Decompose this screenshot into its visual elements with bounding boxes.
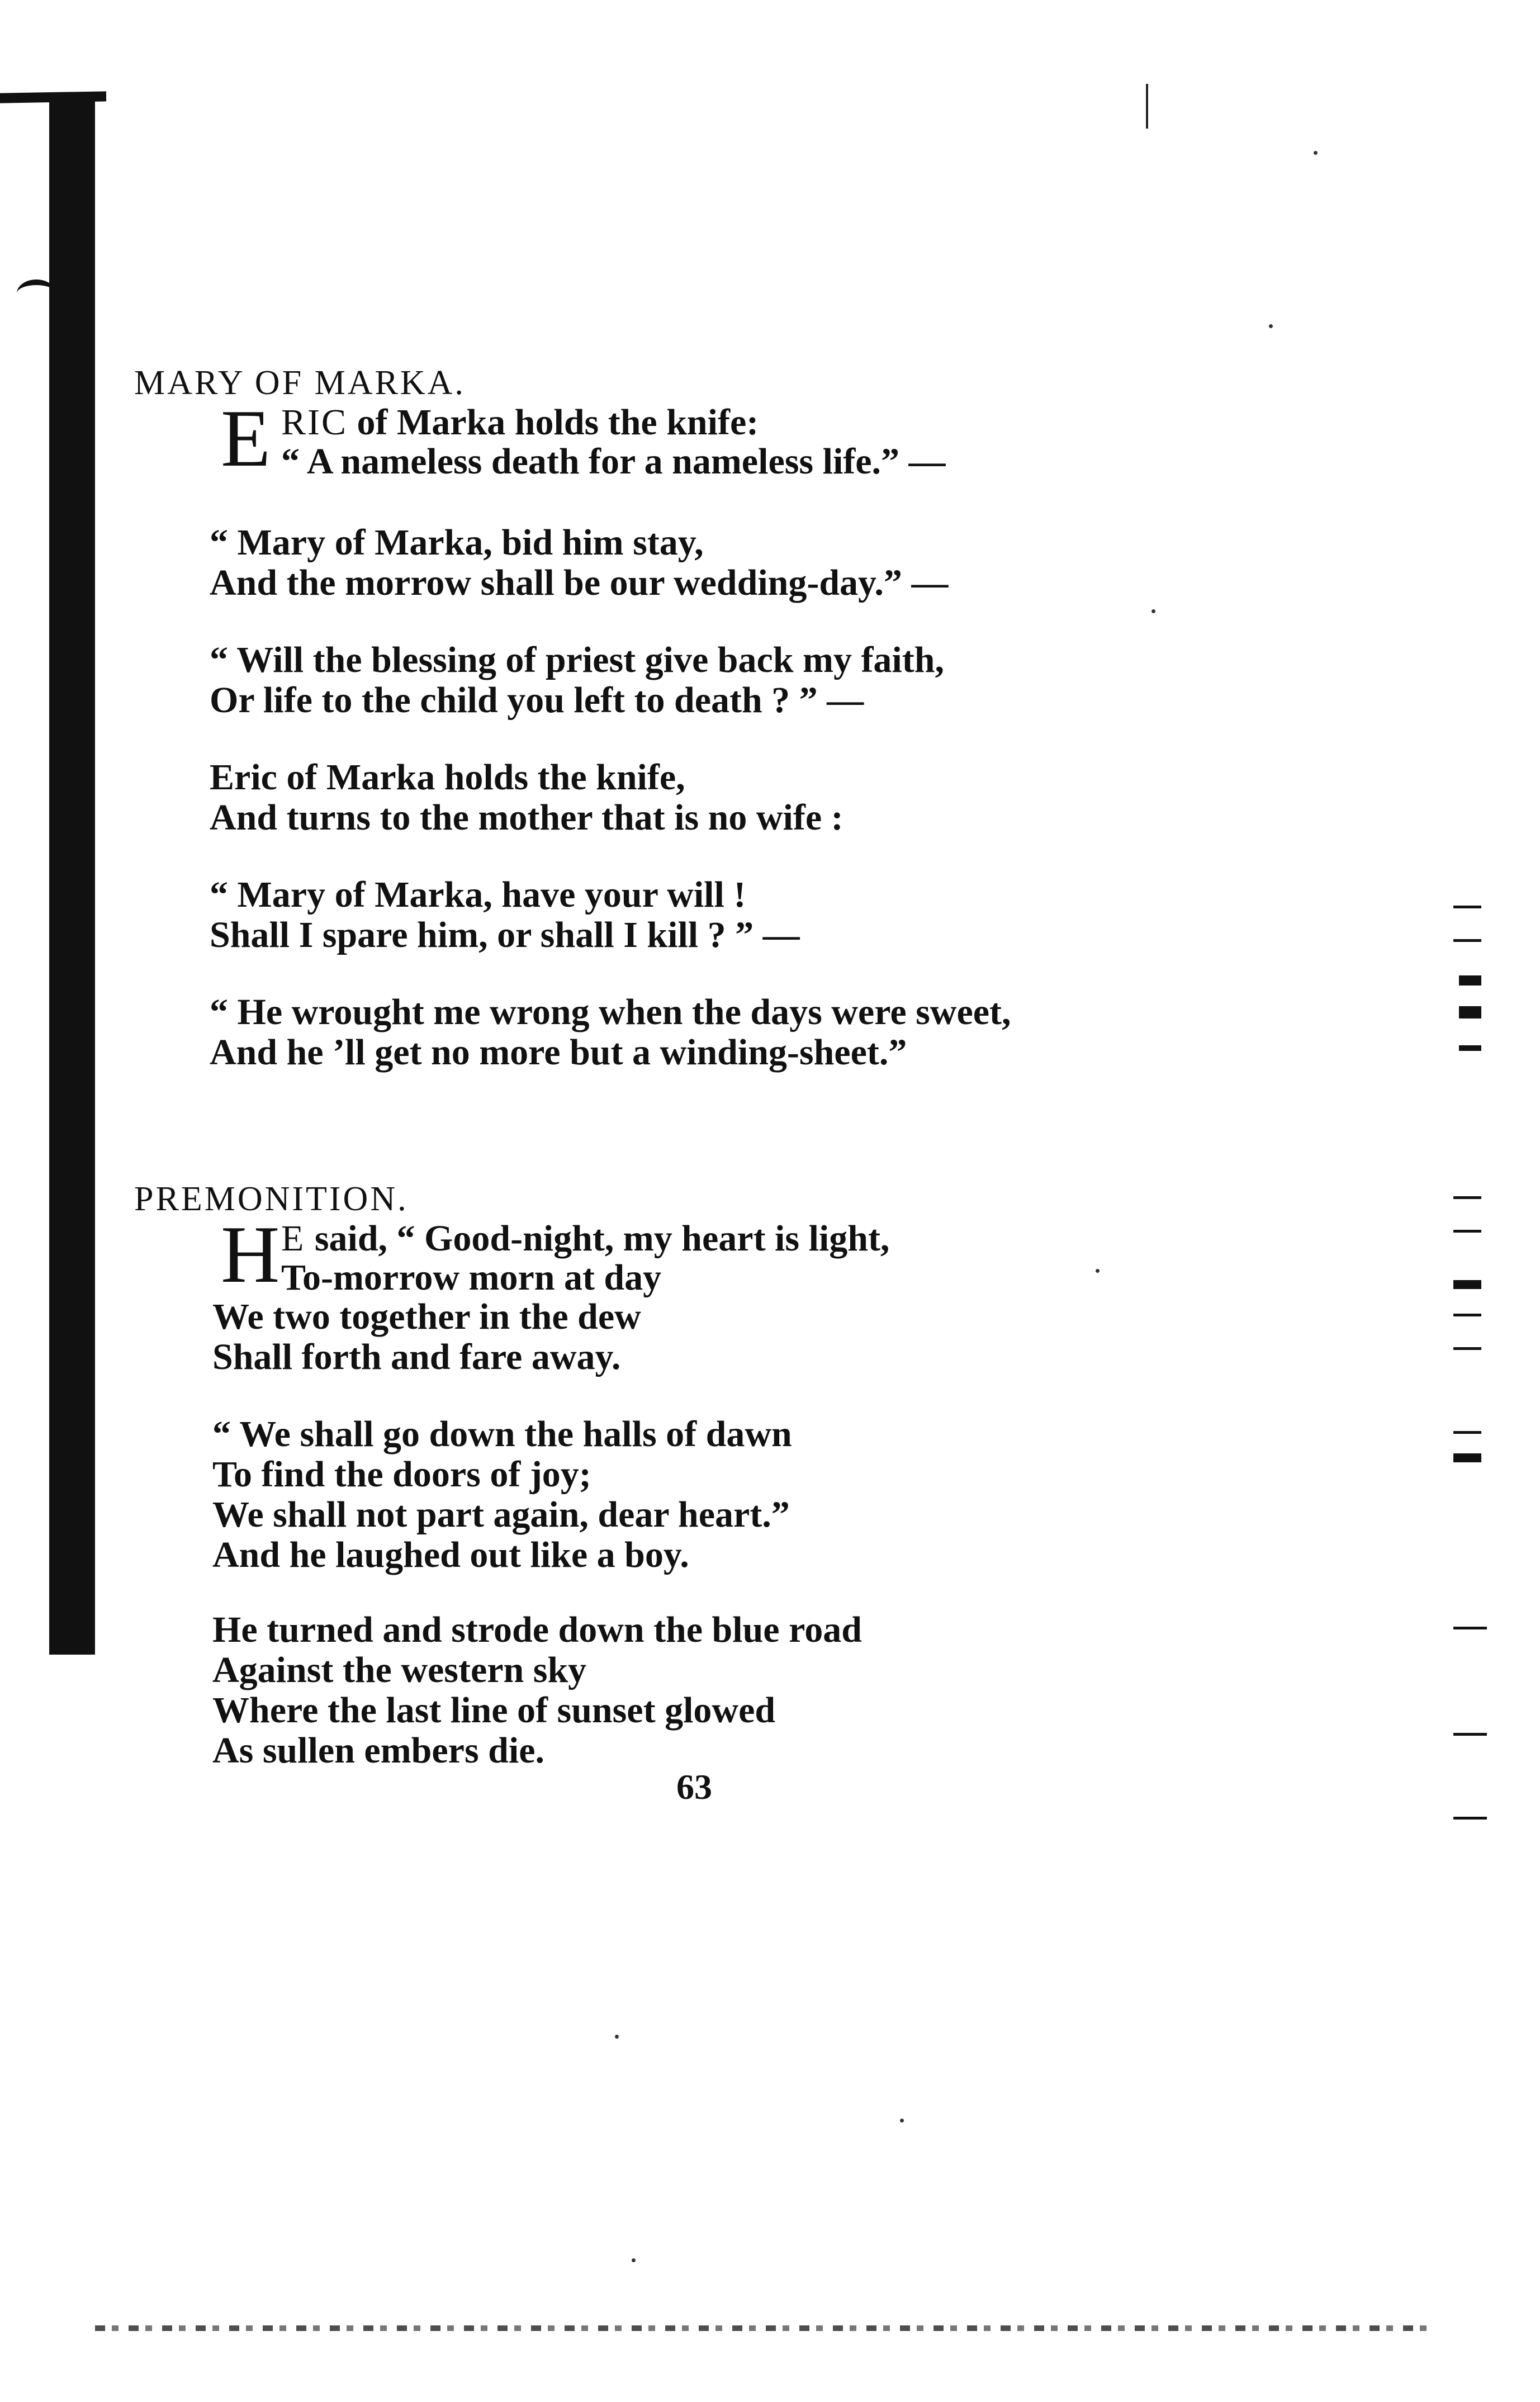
binding-curl [17, 279, 56, 307]
stanza [210, 875, 800, 955]
speck [900, 2119, 904, 2123]
verse-line: We shall not part again, dear heart.” [212, 1494, 790, 1535]
speck [1096, 1269, 1100, 1273]
first-line [281, 402, 759, 443]
second-line: “ A nameless death for a nameless life.” — [281, 441, 946, 482]
verse-line: We two together in the dew [212, 1296, 641, 1337]
speck [1269, 324, 1273, 328]
edge-mark [1453, 1431, 1481, 1434]
verse-line: As sullen embers die. [212, 1730, 544, 1771]
verse-line: “ Mary of Marka, bid him stay, [210, 522, 704, 563]
second-line: To-morrow morn at day [281, 1257, 662, 1298]
verse-line: And he laughed out like a boy. [212, 1534, 689, 1575]
stanza [212, 1610, 862, 1771]
verse-line: Or life to the child you left to death ? ” — [210, 680, 864, 721]
edge-mark [1453, 1817, 1487, 1820]
verse-line: “ We shall go down the halls of dawn [212, 1414, 792, 1455]
verse-line: Where the last line of sunset glowed [212, 1690, 776, 1731]
first-line-caps: RIC [281, 402, 348, 443]
verse-line: “ Mary of Marka, have your will ! [210, 874, 746, 915]
first-line-text: of Marka holds the knife: [348, 402, 759, 443]
stanza [212, 1297, 641, 1377]
binding-strip [49, 101, 95, 1655]
edge-mark [1453, 1314, 1481, 1316]
stanza [210, 523, 948, 603]
speck [615, 2035, 619, 2039]
page-number: 63 [676, 1767, 712, 1807]
verse-line: Shall forth and fare away. [212, 1337, 621, 1377]
verse-line: He turned and strode down the blue road [212, 1609, 862, 1650]
drop-cap: E [221, 393, 271, 484]
verse-line: And the morrow shall be our wedding-day.” — [210, 562, 949, 603]
stanza [212, 1414, 792, 1575]
stanza [210, 992, 1011, 1073]
stanza [210, 757, 844, 838]
first-line-text: said, “ Good-night, my heart is light, [305, 1218, 890, 1259]
verse-line: Against the western sky [212, 1650, 587, 1690]
edge-mark [1459, 975, 1481, 986]
edge-mark [1453, 1347, 1481, 1350]
edge-mark [1453, 906, 1481, 908]
verse-line: To find the doors of joy; [212, 1454, 591, 1495]
edge-mark [1453, 1627, 1487, 1629]
edge-mark [1453, 1280, 1481, 1289]
verse-line: “ Will the blessing of priest give back my faith, [210, 639, 944, 680]
first-line-caps: E [281, 1218, 306, 1259]
edge-mark [1459, 1045, 1481, 1051]
edge-mark [1453, 1196, 1481, 1199]
edge-mark [1453, 1453, 1481, 1462]
edge-mark [1453, 939, 1481, 942]
first-line [281, 1219, 889, 1259]
binding-top-edge [0, 91, 106, 103]
edge-mark [1453, 1230, 1481, 1233]
drop-cap: H [221, 1209, 280, 1300]
bottom-scan-edge [95, 2325, 1437, 2331]
poem-title: MARY OF MARKA. [134, 364, 466, 402]
verse-line: And turns to the mother that is no wife : [210, 797, 844, 838]
verse-line: Eric of Marka holds the knife, [210, 757, 685, 798]
speck [1152, 609, 1155, 613]
stanza [210, 640, 944, 721]
verse-line: Shall I spare him, or shall I kill ? ” — [210, 915, 800, 955]
speck [632, 2258, 636, 2262]
edge-mark [1459, 1006, 1481, 1018]
verse-line: And he ’ll get no more but a winding-sheet.” [210, 1032, 907, 1073]
poem-title: PREMONITION. [134, 1180, 409, 1218]
edge-line [1146, 84, 1148, 129]
verse-line: “ He wrought me wrong when the days were sweet, [210, 992, 1011, 1032]
speck [1314, 151, 1318, 155]
edge-mark [1453, 1733, 1487, 1736]
